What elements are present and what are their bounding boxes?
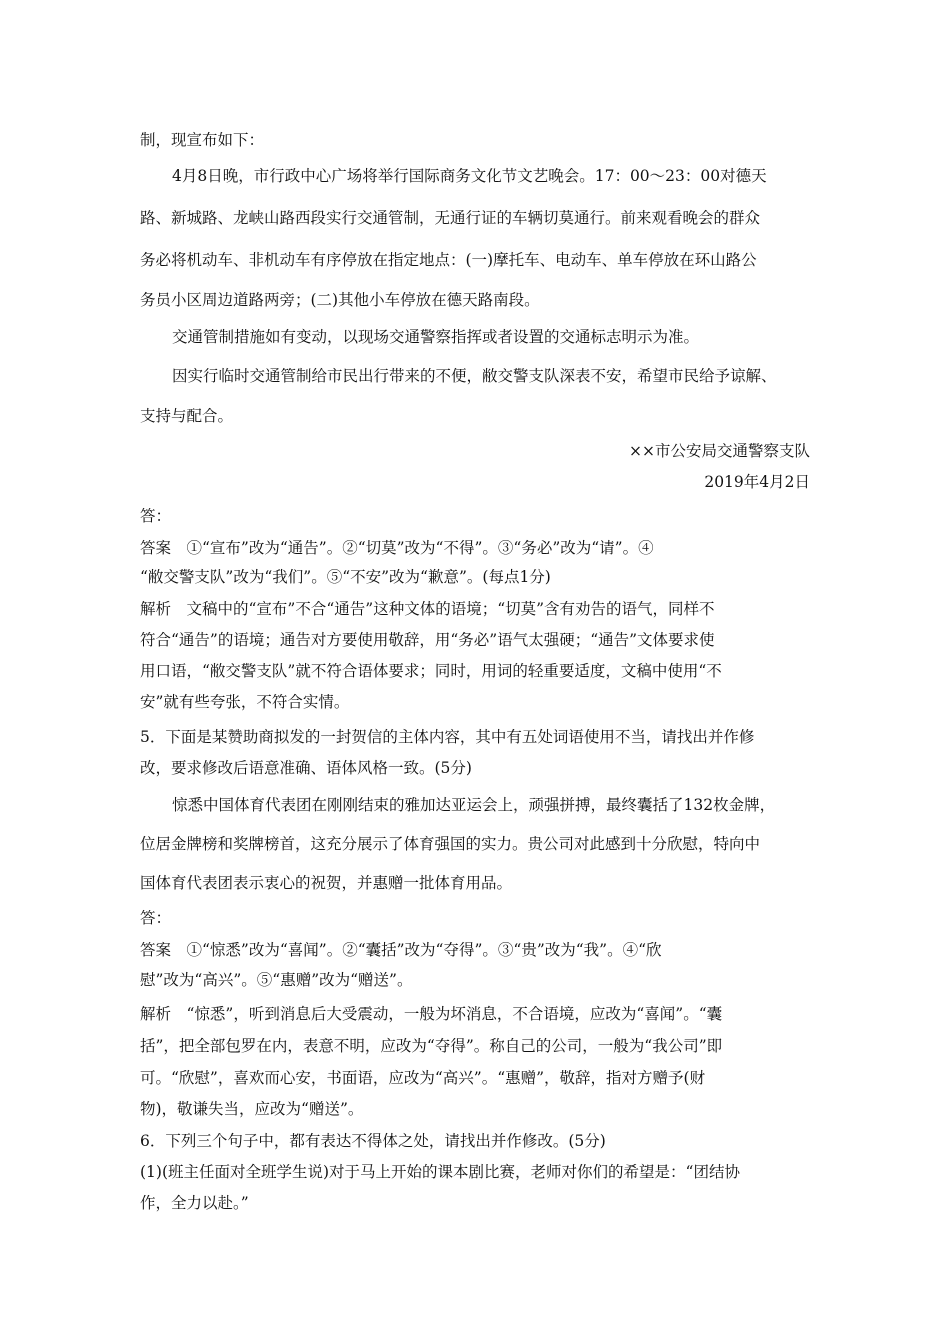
text-line: 务必将机动车、非机动车有序停放在指定地点：(一)摩托车、电动车、单车停放在环山路公 [140, 251, 757, 269]
text-line: 支持与配合。 [140, 407, 234, 425]
signature-date: 2019年4月2日 [704, 473, 810, 491]
text-line: 符合“通告”的语境；通告对方要使用敬辞，用“务必”语气太强硬；“通告”文体要求使 [140, 631, 715, 649]
signature-org: ××市公安局交通警察支队 [629, 442, 810, 460]
text-line: 改，要求修改后语意准确、语体风格一致。(5分) [140, 759, 472, 777]
text-line: (1)(班主任面对全班学生说)对于马上开始的课本剧比赛，老师对你们的希望是：“团结协 [140, 1163, 740, 1181]
answer-label: 答： [140, 507, 172, 525]
text-line: 制，现宣布如下： [140, 131, 265, 149]
text-line: 交通管制措施如有变动，以现场交通警察指挥或者设置的交通标志明示为准。 [172, 328, 700, 346]
text-line: 可。“欣慰”，喜欢而心安，书面语，应改为“高兴”。“惠赠”，敬辞，指对方赠予(财 [140, 1069, 706, 1087]
text-line: 惊悉中国体育代表团在刚刚结束的雅加达亚运会上，顽强拼搏，最终囊括了132枚金牌， [172, 796, 776, 814]
text-line: 位居金牌榜和奖牌榜首，这充分展示了体育强国的实力。贵公司对此感到十分欣慰，特向中 [140, 835, 761, 853]
text-line: 物)，敬谦失当，应改为“赠送”。 [140, 1100, 364, 1118]
text-line: 因实行临时交通管制给市民出行带来的不便，敝交警支队深表不安，希望市民给予谅解、 [172, 367, 777, 385]
answer-label: 答： [140, 909, 172, 927]
text-line: 答案 ①“惊悉”改为“喜闻”。②“囊括”改为“夺得”。③“贵”改为“我”。④“欣 [140, 941, 662, 959]
text-line: 括”，把全部包罗在内，表意不明，应改为“夺得”。称自己的公司，一般为“我公司”即 [140, 1037, 723, 1055]
text-line: 4月8日晚，市行政中心广场将举行国际商务文化节文艺晚会。17：00～23：00对德天 [172, 167, 767, 185]
text-line: 路、新城路、龙峡山路西段实行交通管制，无通行证的车辆切莫通行。前来观看晚会的群众 [140, 209, 761, 227]
question-5: 5．下面是某赞助商拟发的一封贺信的主体内容，其中有五处词语使用不当，请找出并作修 [140, 728, 755, 746]
question-6: 6．下列三个句子中，都有表达不得体之处，请找出并作修改。(5分) [140, 1132, 606, 1150]
text-line: 解析 “惊悉”，听到消息后大受震动，一般为坏消息，不合语境，应改为“喜闻”。“囊 [140, 1005, 723, 1023]
text-line: 务员小区周边道路两旁；(二)其他小车停放在德天路南段。 [140, 291, 540, 309]
text-line: 安”就有些夸张，不符合实情。 [140, 693, 350, 711]
text-line: 解析 文稿中的“宣布”不合“通告”这种文体的语境；“切莫”含有劝告的语气，同样不 [140, 600, 715, 618]
text-line: 慰”改为“高兴”。⑤“惠赠”改为“赠送”。 [140, 971, 413, 989]
text-line: “敝交警支队”改为“我们”。⑤“不安”改为“歉意”。(每点1分) [140, 568, 551, 586]
text-line: 作，全力以赴。” [140, 1194, 249, 1212]
text-line: 国体育代表团表示衷心的祝贺，并惠赠一批体育用品。 [140, 874, 513, 892]
text-line: 用口语，“敝交警支队”就不符合语体要求；同时，用词的轻重要适度，文稿中使用“不 [140, 662, 722, 680]
text-line: 答案 ①“宣布”改为“通告”。②“切莫”改为“不得”。③“务必”改为“请”。④ [140, 539, 654, 557]
